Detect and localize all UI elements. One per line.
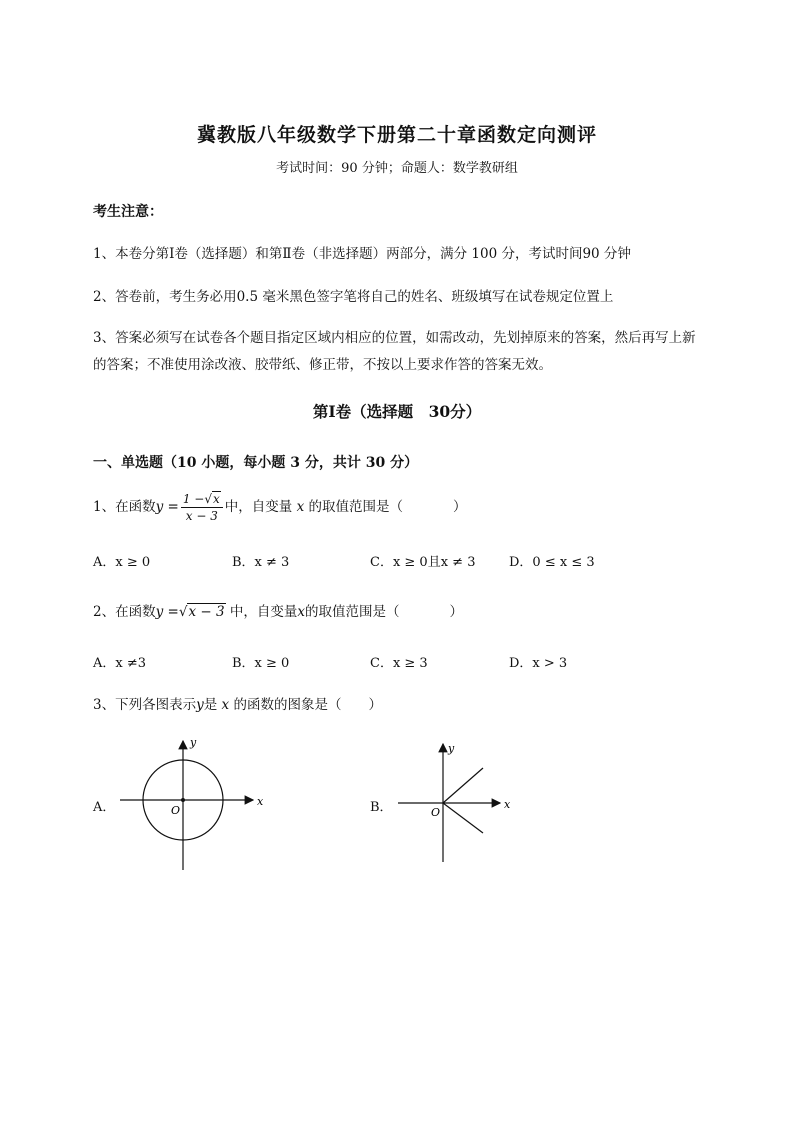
question-3-var-y: y [196, 697, 204, 713]
question-3-var-x: x [221, 697, 230, 713]
question-2-mid: 中，自变量 [229, 604, 298, 620]
question-1-prefix: 1、在函数 [93, 499, 156, 515]
q2-option-b[interactable]: B．x ≥ 0 [232, 656, 290, 671]
origin-label: O [171, 804, 181, 817]
question-1-suffix: 的取值范围是（ [308, 499, 403, 515]
part-1-title: 第Ⅰ卷（选择题 30分） [312, 402, 482, 421]
question-2-close: ） [449, 604, 463, 620]
x-axis-label: x [257, 795, 264, 808]
q2-option-a[interactable]: A．x ≠3 [93, 656, 147, 671]
question-1-fraction [181, 492, 223, 523]
origin-label: O [431, 806, 441, 819]
question-2-prefix: 2、在函数 [93, 604, 156, 620]
note-2: 2、答卷前，考生务必用0.5 毫米黑色签字笔将自己的姓名、班级填写在试卷规定位置上 [93, 289, 614, 305]
notes-heading: 考生注意： [93, 204, 163, 220]
q2-option-c[interactable]: C．x ≥ 3 [370, 656, 428, 671]
x-axis-label: x [504, 798, 511, 811]
sqrt-sign: √ [204, 492, 212, 506]
q3-option-b-label[interactable]: B． [370, 800, 393, 815]
origin-point [181, 798, 185, 802]
sqrt-sign: √ [178, 604, 188, 620]
note-1: 1、本卷分第Ⅰ卷（选择题）和第Ⅱ卷（非选择题）两部分，满分 100 分，考试时间90 分钟 [93, 246, 631, 262]
q3-option-a-label[interactable]: A． [93, 800, 116, 815]
question-1 [93, 492, 467, 523]
sqrt-radicand: x − 3 [188, 604, 225, 620]
q1-option-d[interactable]: D．0 ≤ x ≤ 3 [509, 555, 595, 570]
question-1-mid: 中，自变量 [224, 499, 293, 515]
q3-graph-b[interactable] [395, 738, 520, 868]
section-heading: 一、单选题（10 小题，每小题 3 分，共计 30 分） [93, 455, 419, 471]
q2-option-d[interactable]: D．x > 3 [509, 656, 568, 671]
question-2-suffix: 的取值范围是（ [304, 604, 400, 620]
fraction-denominator: x − 3 [185, 509, 218, 523]
question-1-var: x [296, 499, 305, 515]
question-1-y: y = [155, 499, 179, 515]
question-1-close: ） [453, 499, 467, 515]
lower-ray [443, 803, 483, 833]
q1-option-a[interactable]: A．x ≥ 0 [93, 555, 151, 570]
note-3: 3、答案必须写在试卷各个题目指定区域内相应的位置，如需改动，先划掉原来的答案，然后再写上新 [93, 330, 696, 346]
q1-option-b[interactable]: B．x ≠ 3 [232, 555, 290, 570]
q1-option-c[interactable]: C．x ≥ 0且x ≠ 3 [370, 555, 476, 570]
y-axis-label: y [190, 736, 197, 749]
note-3-continued: 的答案；不准使用涂改液、胶带纸、修正带，不按以上要求作答的答案无效。 [93, 357, 552, 373]
y-axis-label: y [448, 742, 455, 755]
question-3-mid: 是 [203, 697, 218, 713]
question-2 [93, 600, 463, 620]
q3-graph-a[interactable] [115, 735, 270, 875]
upper-ray [443, 768, 483, 803]
question-2-y: y = [155, 604, 179, 620]
question-3-suffix: 的函数的图象是（ ） [233, 697, 382, 713]
exam-info: 考试时间：90 分钟；命题人：数学教研组 [276, 161, 518, 176]
question-3 [93, 693, 382, 713]
fraction-numerator: 1 − [182, 492, 205, 506]
question-3-prefix: 3、下列各图表示 [93, 697, 197, 713]
page-title: 冀教版八年级数学下册第二十章函数定向测评 [196, 124, 597, 146]
sqrt-radicand: x [213, 492, 220, 506]
question-2-var: x [297, 604, 305, 620]
